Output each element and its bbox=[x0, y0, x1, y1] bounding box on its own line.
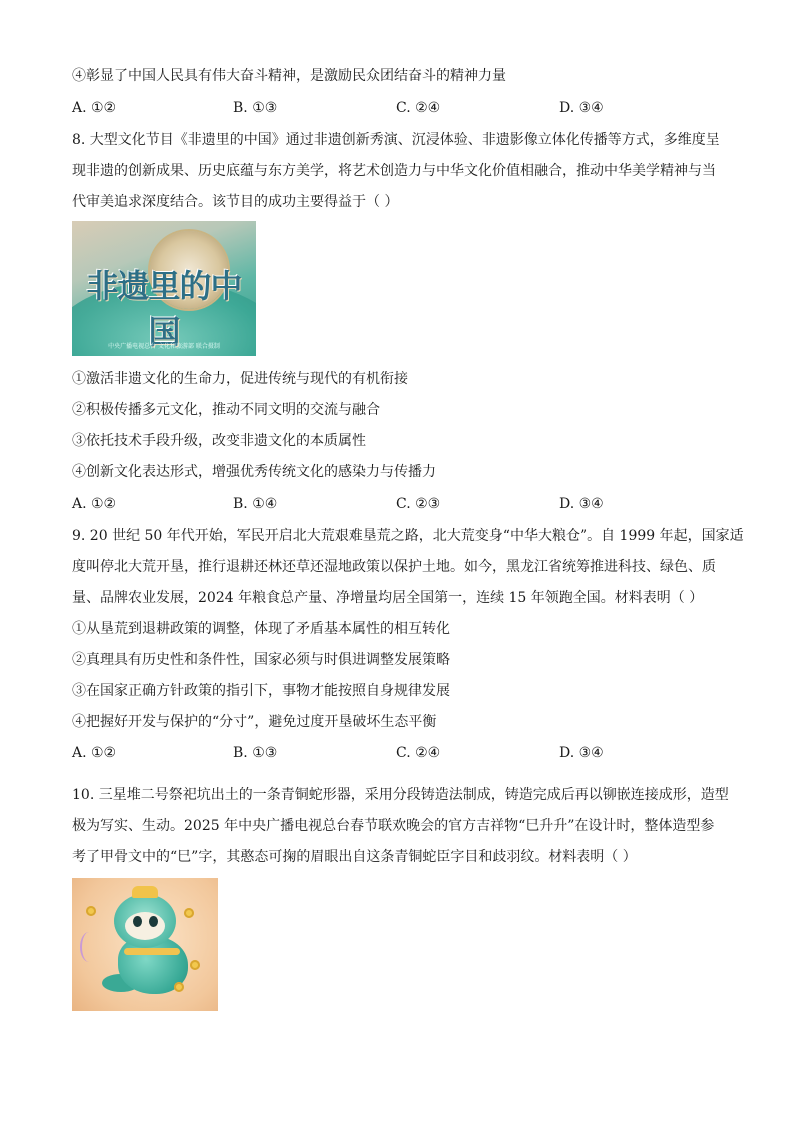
q10-stem-line-1: 10. 三星堆二号祭祀坑出土的一条青铜蛇形器，采用分段铸造法制成，铸造完成后再以铆嵌连接成形，造型 bbox=[72, 787, 729, 803]
coin-decoration bbox=[86, 906, 96, 916]
q9-option-b[interactable]: B. ①③ bbox=[233, 745, 278, 761]
mascot-right-eye bbox=[149, 916, 158, 927]
q9-option-c[interactable]: C. ②④ bbox=[396, 745, 441, 761]
q8-statement-4: ④创新文化表达形式，增强优秀传统文化的感染力与传播力 bbox=[72, 464, 436, 480]
q9-options bbox=[72, 743, 732, 763]
q8-option-a[interactable]: A. ①② bbox=[72, 496, 117, 512]
q8-stem-line-3: 代审美追求深度结合。该节目的成功主要得益于（ ） bbox=[72, 194, 399, 210]
coin-decoration bbox=[174, 982, 184, 992]
mascot-belt bbox=[124, 948, 180, 955]
q8-option-b[interactable]: B. ①④ bbox=[233, 496, 278, 512]
q8-statement-2: ②积极传播多元文化，推动不同文明的交流与融合 bbox=[72, 402, 380, 418]
mascot-face bbox=[125, 912, 165, 940]
q8-stem-line-1: 8. 大型文化节目《非遗里的中国》通过非遗创新秀演、沉浸体验、非遗影像立体化传播等方式，多维度呈 bbox=[72, 132, 720, 148]
coin-decoration bbox=[184, 908, 194, 918]
q10-stem-line-2: 极为写实、生动。2025 年中央广播电视总台春节联欢晚会的官方吉祥物“巳升升”在设计时，整体造型参 bbox=[72, 818, 715, 834]
q10-stem-line-3: 考了甲骨文中的“巳”字，其憨态可掬的眉眼出自这条青铜蛇臣字目和歧羽纹。材料表明（ ） bbox=[72, 849, 637, 865]
program-poster-image bbox=[72, 221, 256, 356]
coin-decoration bbox=[190, 960, 200, 970]
q9-stem-line-2: 度叫停北大荒开垦，推行退耕还林还草还湿地政策以保护土地。如今，黑龙江省统筹推进科技、绿色、质 bbox=[72, 559, 716, 575]
q8-options bbox=[72, 494, 732, 514]
mascot-crown bbox=[132, 886, 158, 898]
q8-option-d[interactable]: D. ③④ bbox=[559, 496, 604, 512]
q9-statement-4: ④把握好开发与保护的“分寸”，避免过度开垦破坏生态平衡 bbox=[72, 714, 437, 730]
q9-statement-3: ③在国家正确方针政策的指引下，事物才能按照自身规律发展 bbox=[72, 683, 450, 699]
poster-logo-text: 非遗里的中国 bbox=[86, 267, 242, 351]
q7-option-d[interactable]: D. ③④ bbox=[559, 100, 604, 116]
q7-options bbox=[72, 98, 732, 118]
poster-credit-text: 中央广播电视总台 文化和旅游部 联合摄制 bbox=[108, 343, 220, 350]
q9-option-a[interactable]: A. ①② bbox=[72, 745, 117, 761]
q7-statement-4: ④彰显了中国人民具有伟大奋斗精神，是激励民众团结奋斗的精神力量 bbox=[72, 68, 506, 84]
q9-statement-1: ①从垦荒到退耕政策的调整，体现了矛盾基本属性的相互转化 bbox=[72, 621, 450, 637]
q9-statement-2: ②真理具有历史性和条件性，国家必须与时俱进调整发展策略 bbox=[72, 652, 450, 668]
mascot-left-eye bbox=[133, 916, 142, 927]
q8-statement-3: ③依托技术手段升级，改变非遗文化的本质属性 bbox=[72, 433, 366, 449]
q8-stem-line-2: 现非遗的创新成果、历史底蕴与东方美学，将艺术创造力与中华文化价值相融合，推动中华美学精神与当 bbox=[72, 163, 716, 179]
q8-statement-1: ①激活非遗文化的生命力，促进传统与现代的有机衔接 bbox=[72, 371, 408, 387]
q8-option-c[interactable]: C. ②③ bbox=[396, 496, 441, 512]
q7-option-c[interactable]: C. ②④ bbox=[396, 100, 441, 116]
q9-stem-line-3: 量、品牌农业发展，2024 年粮食总产量、净增量均居全国第一，连续 15 年领跑全国。材料表明（ ） bbox=[72, 590, 704, 606]
q9-option-d[interactable]: D. ③④ bbox=[559, 745, 604, 761]
q9-stem-line-1: 9. 20 世纪 50 年代开始，军民开启北大荒艰难垦荒之路，北大荒变身“中华大粮仓”。自 1999 年起，国家适 bbox=[72, 528, 744, 544]
mascot-image bbox=[72, 878, 218, 1011]
mascot-ribbon bbox=[80, 932, 98, 962]
q7-option-a[interactable]: A. ①② bbox=[72, 100, 117, 116]
q7-option-b[interactable]: B. ①③ bbox=[233, 100, 278, 116]
